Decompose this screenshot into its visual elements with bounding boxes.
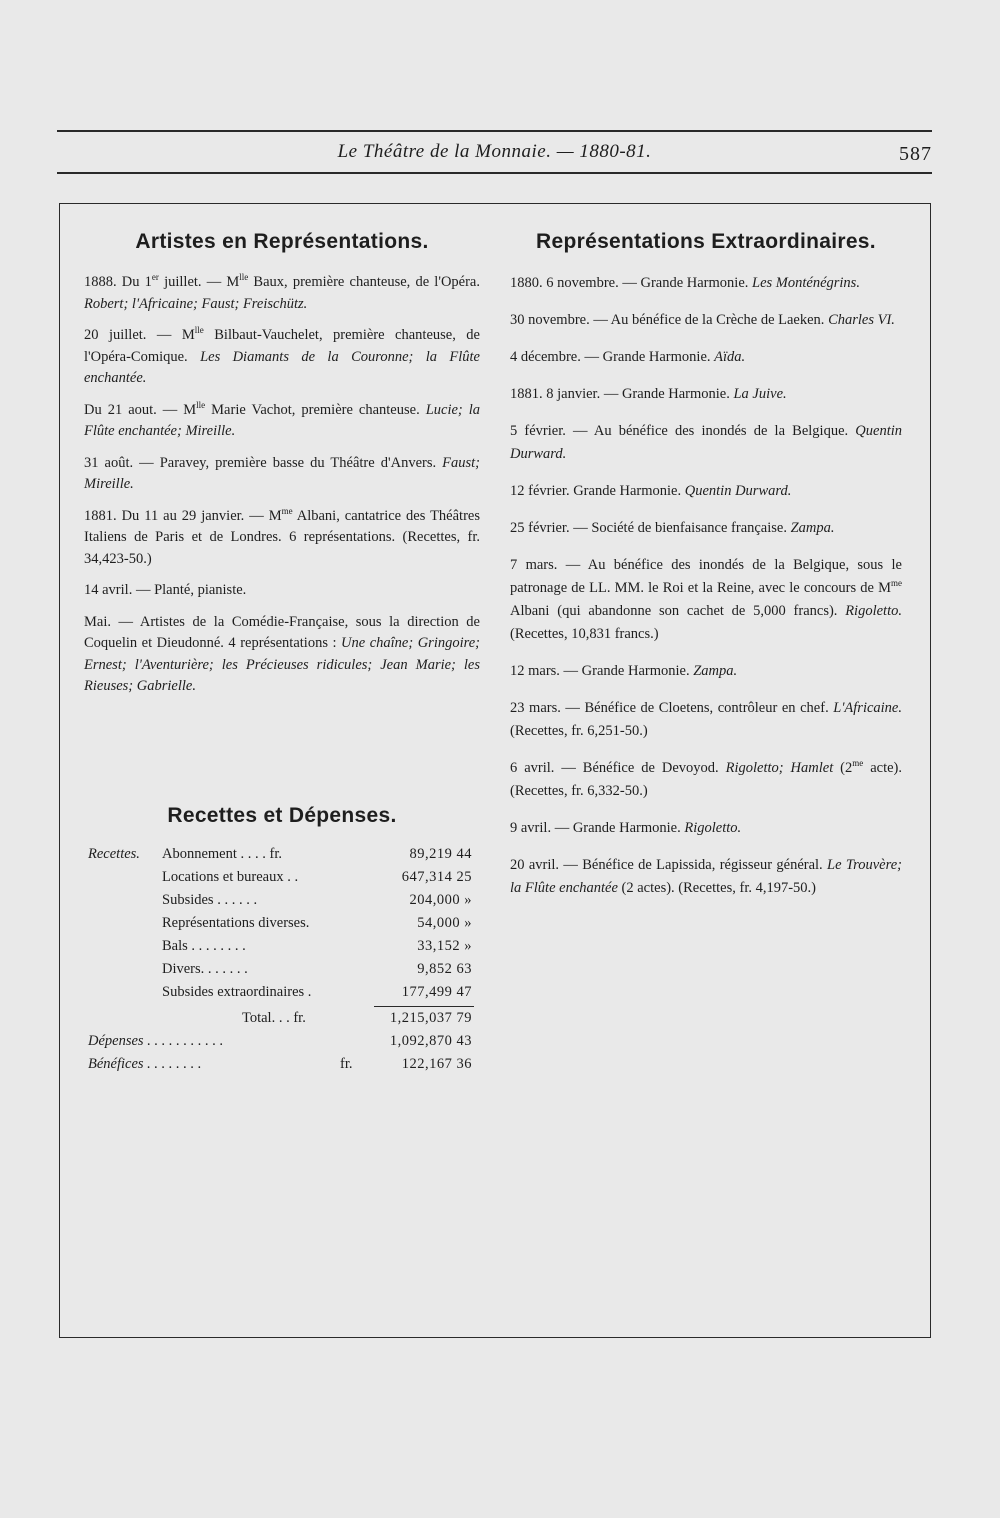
depenses-row: Dépenses . . . . . . . . . . . 1,092,870 43 <box>88 1033 472 1049</box>
performance-entry: 7 mars. — Au bénéfice des inondés de la Belgique, sous le patronage de LL. MM. le Roi et la Reine, avec le concours de $M^{me}$ Albani (qui abandonne son cachet de 5,000 francs). Rigoletto. (Recettes, 10,831 francs.) <box>510 557 902 642</box>
finance-row: Représentations diverses. 54,000 » <box>162 915 472 931</box>
performance-entry: 12 février. Grande Harmonie. Quentin Durward. <box>510 483 792 499</box>
running-head <box>57 141 932 169</box>
recettes-label: Recettes. <box>88 846 140 862</box>
artist-entry: 20 juillet. — $M^{lle}$ Bilbaut-Vauchelet, première chanteuse, de l'Opéra-Comique. Les Diamants de la Couronne; la Flûte enchantée. <box>84 325 480 386</box>
performance-entry: 9 avril. — Grande Harmonie. Rigoletto. <box>510 820 742 836</box>
finance-row: Bals . . . . . . . . 33,152 » <box>162 938 472 954</box>
performance-entry: 30 novembre. — Au bénéfice de la Crèche de Laeken. Charles VI. <box>510 312 895 328</box>
artist-entry: 1881. Du 11 au 29 janvier. — $M^{me}$ Albani, cantatrice des Théâtres Italiens de Paris et de Londres. 6 représentations. (Recettes, fr. 34,423-50.) <box>84 505 480 567</box>
finance-row: Divers. . . . . . . 9,852 63 <box>162 961 472 977</box>
finance-row: Recettes. Abonnement . . . . fr. 89,219 44 <box>88 846 472 862</box>
section-title-extraordinaires: Représentations Extraordinaires. <box>536 230 876 253</box>
running-title: Le Théâtre de la Monnaie. — 1880-81. <box>337 141 652 162</box>
artist-entry: Mai. — Artistes de la Comédie-Française, sous la direction de Coquelin et Dieudonné. 4 représentations : Une chaîne; Gringoire; Ernest; l'Aventurière; les Précieuses ridicules; Jean Marie; les Rieuses; Gabrielle. <box>84 613 480 694</box>
performance-entry: 20 avril. — Bénéfice de Lapissida, régisseur général. Le Trouvère; la Flûte enchantée (2 actes). (Recettes, fr. 4,197-50.) <box>510 857 902 896</box>
finance-row: Locations et bureaux . . 647,314 25 <box>162 869 472 885</box>
header-rule-bottom <box>57 172 932 174</box>
header-rule-top <box>57 130 932 132</box>
performance-entry: 1880. 6 novembre. — Grande Harmonie. Les Monténégrins. <box>510 275 860 291</box>
performance-entry: 25 février. — Société de bienfaisance française. Zampa. <box>510 520 835 536</box>
performance-entry: 6 avril. — Bénéfice de Devoyod. Rigoletto; Hamlet ($2^{me}$ acte). (Recettes, fr. 6,332-50.) <box>510 758 902 799</box>
finance-row: Subsides extraordinaires . 177,499 47 <box>162 984 472 1000</box>
artist-entry: 1888. Du 1er juillet. — $M^{lle}$ Baux, première chanteuse, de l'Opéra. Robert; l'Africaine; Faust; Freischütz. <box>84 272 480 312</box>
section-title-recettes: Recettes et Dépenses. <box>167 804 397 827</box>
performance-entry: 1881. 8 janvier. — Grande Harmonie. La Juive. <box>510 386 787 402</box>
artist-entry: Du 21 aout. — $M^{lle}$ Marie Vachot, première chanteuse. Lucie; la Flûte enchantée; Mireille. <box>84 399 480 439</box>
performance-entry: 23 mars. — Bénéfice de Cloetens, contrôleur en chef. L'Africaine. (Recettes, fr. 6,251-50.) <box>510 700 902 739</box>
performance-entry: 12 mars. — Grande Harmonie. Zampa. <box>510 663 738 679</box>
left-column <box>84 230 480 708</box>
benefices-row: Bénéfices . . . . . . . . fr. 122,167 36 <box>88 1056 472 1072</box>
performance-entry: 5 février. — Au bénéfice des inondés de la Belgique. Quentin Durward. <box>510 423 902 462</box>
page-number: 587 <box>899 143 932 165</box>
finance-row: Subsides . . . . . . 204,000 » <box>162 892 472 908</box>
finance-table <box>88 846 480 1079</box>
artist-entry: 31 août. — Paravey, première basse du Théâtre d'Anvers. Faust; Mireille. <box>84 454 480 492</box>
artist-entry: 14 avril. — Planté, pianiste. <box>84 582 247 598</box>
section-title-artistes: Artistes en Représentations. <box>135 230 429 253</box>
performance-entry: 4 décembre. — Grande Harmonie. Aïda. <box>510 349 746 365</box>
sum-rule <box>374 1006 474 1007</box>
right-column <box>510 230 902 914</box>
total-row: Total. . . fr. 1,215,037 79 <box>242 1010 472 1026</box>
